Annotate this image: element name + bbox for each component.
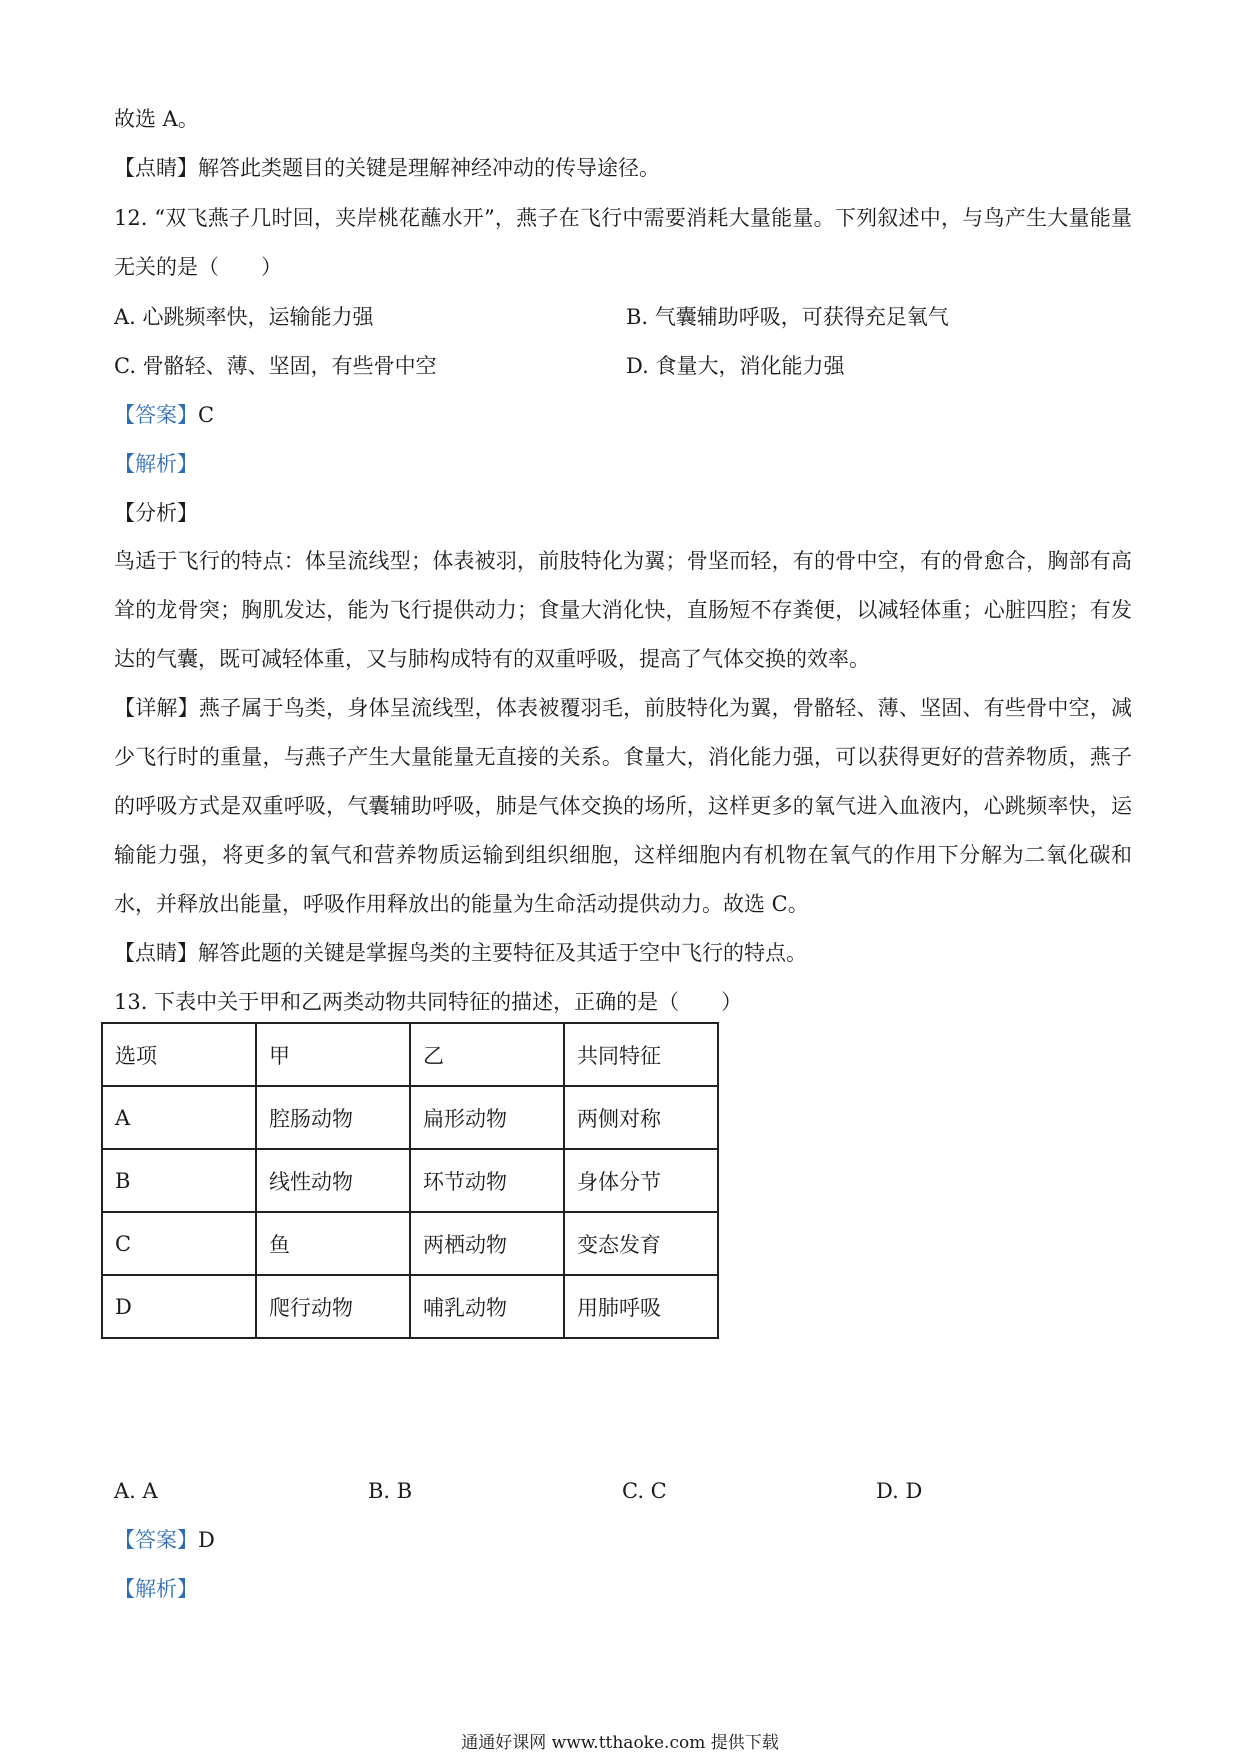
table-cell: 两侧对称 bbox=[564, 1086, 718, 1149]
table-cell: 腔肠动物 bbox=[256, 1086, 410, 1149]
table-header-cell: 甲 bbox=[256, 1023, 410, 1086]
table-cell: 用肺呼吸 bbox=[564, 1275, 718, 1338]
q13-option-a: A. A bbox=[114, 1479, 158, 1503]
table-cell: 线性动物 bbox=[256, 1149, 410, 1212]
table-cell: D bbox=[102, 1275, 256, 1338]
answer-value: C bbox=[198, 403, 215, 427]
q12-tip: 【点睛】解答此题的关键是掌握鸟类的主要特征及其适于空中飞行的特点。 bbox=[114, 941, 807, 965]
prev-tip: 【点睛】解答此类题目的关键是理解神经冲动的传导途径。 bbox=[114, 156, 660, 180]
table-row bbox=[102, 1149, 718, 1212]
table-cell: 两栖动物 bbox=[410, 1212, 564, 1275]
table-cell: C bbox=[102, 1212, 256, 1275]
table-header-cell: 共同特征 bbox=[564, 1023, 718, 1086]
table-cell: 扁形动物 bbox=[410, 1086, 564, 1149]
table-header-cell: 选项 bbox=[102, 1023, 256, 1086]
q13-option-d: D. D bbox=[876, 1479, 923, 1503]
q12-option-c: C. 骨骼轻、薄、坚固，有些骨中空 bbox=[114, 354, 437, 378]
table-cell: A bbox=[102, 1086, 256, 1149]
table-row bbox=[102, 1086, 718, 1149]
q12-fenxi: 鸟适于飞行的特点：体呈流线型；体表被羽，前肢特化为翼；骨坚而轻，有的骨中空，有的骨愈合，胸部有高耸的龙骨突；胸肌发达，能为飞行提供动力；食量大消化快，直肠短不存粪便，以减轻体重；心脏四腔；有发达的气囊，既可减轻体重，又与肺构成特有的双重呼吸，提高了气体交换的效率。 bbox=[114, 549, 1132, 671]
q13-analysis-label: 【解析】 bbox=[114, 1577, 198, 1601]
table-header-cell: 乙 bbox=[410, 1023, 564, 1086]
answer-value: D bbox=[198, 1528, 215, 1552]
table-header-row bbox=[102, 1023, 718, 1086]
table-cell: 变态发育 bbox=[564, 1212, 718, 1275]
q13-answer bbox=[114, 1525, 215, 1555]
q12-fenxi-label: 【分析】 bbox=[114, 501, 198, 525]
q13-option-b: B. B bbox=[368, 1479, 413, 1503]
q13-table bbox=[101, 1022, 719, 1339]
table-row bbox=[102, 1212, 718, 1275]
q12-answer bbox=[114, 400, 214, 430]
table-cell: 哺乳动物 bbox=[410, 1275, 564, 1338]
table-cell: B bbox=[102, 1149, 256, 1212]
table-row bbox=[102, 1275, 718, 1338]
table-cell: 身体分节 bbox=[564, 1149, 718, 1212]
q12-analysis-label: 【解析】 bbox=[114, 452, 198, 476]
prev-conclusion: 故选 A。 bbox=[114, 107, 199, 131]
q12-stem: 12. “双飞燕子几时回，夹岸桃花蘸水开”，燕子在飞行中需要消耗大量能量。下列叙述中，与鸟产生大量能量无关的是（ ） bbox=[114, 206, 1132, 279]
answer-label: 【答案】 bbox=[114, 403, 198, 427]
answer-label: 【答案】 bbox=[114, 1528, 198, 1552]
table-cell: 爬行动物 bbox=[256, 1275, 410, 1338]
q12-option-b: B. 气囊辅助呼吸，可获得充足氧气 bbox=[626, 305, 949, 329]
q12-detail: 【详解】燕子属于鸟类，身体呈流线型，体表被覆羽毛，前肢特化为翼，骨骼轻、薄、坚固、有些骨中空，减少飞行时的重量，与燕子产生大量能量无直接的关系。食量大，消化能力强，可以获得更好的营养物质，燕子的呼吸方式是双重呼吸，气囊辅助呼吸，肺是气体交换的场所，这样更多的氧气进入血液内，心跳频率快，运输能力强，将更多的氧气和营养物质运输到组织细胞，这样细胞内有机物在氧气的作用下分解为二氧化碳和水，并释放出能量，呼吸作用释放出的能量为生命活动提供动力。故选 C。 bbox=[114, 696, 1132, 916]
q12-option-a: A. 心跳频率快，运输能力强 bbox=[114, 305, 374, 329]
page-footer: 通通好课网 www.tthaoke.com 提供下载 bbox=[461, 1733, 779, 1753]
q13-option-c: C. C bbox=[622, 1479, 667, 1503]
q12-option-d: D. 食量大，消化能力强 bbox=[626, 354, 845, 378]
table-cell: 鱼 bbox=[256, 1212, 410, 1275]
q13-stem: 13. 下表中关于甲和乙两类动物共同特征的描述，正确的是（ ） bbox=[114, 990, 743, 1014]
table-cell: 环节动物 bbox=[410, 1149, 564, 1212]
